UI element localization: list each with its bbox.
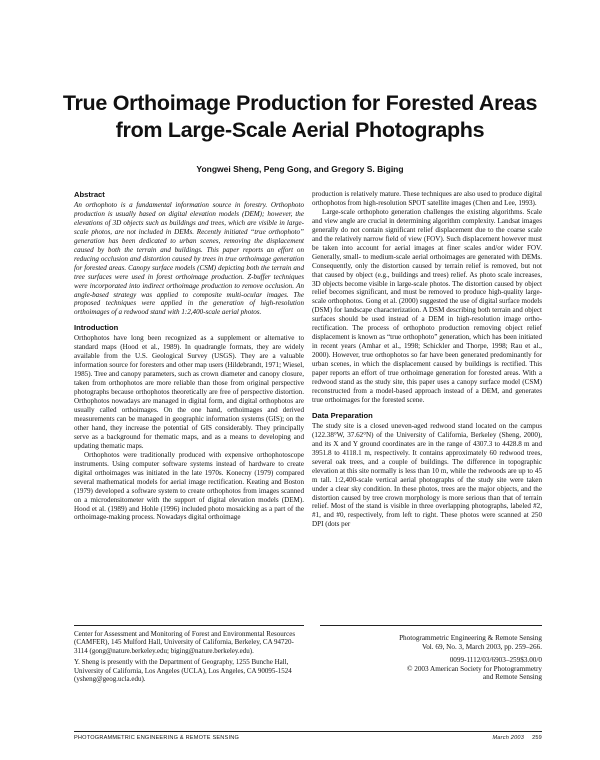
data-preparation-paragraph: The study site is a closed uneven-aged redwood stand located on the campus (122.38°W, 37.62°N) of the University of California, Berkeley (Sheng, 2000), and its X and Y ground coordinates are in the range of 4307.3 to 4428.8 m and 3951.8 to 4118.1 m, respectively. It contains approximately 60 redwood trees, several oak trees, and a couple of buildings. The difference in topographic elevation at this site normally is less than 10 m, while the redwoods are up to 45 m tall. 1:2,400-scale vertical aerial photographs of the study site were taken under a clear sky condition. In these photos, trees are the major objects, and the distortion caused by tree crown morphology is more serious than that of terrain relief. Most of the stand is visible in three overlapping photographs, labeled #2, #1, and #0, respectively, from left to right. These photos were scanned at 250 DPI (dots per	[312, 421, 542, 529]
journal-rule	[320, 625, 542, 626]
journal-copyright-2: and Remote Sensing	[482, 673, 542, 682]
right-paragraph-1: production is relatively mature. These techniques are also used to produce digital orthophotos from high-resolution SPOT satellite images (Chen and Lee, 1993).	[312, 190, 542, 207]
data-preparation-heading: Data Preparation	[312, 410, 373, 420]
title-line-1: True Orthoimage Production for Forested Areas	[62, 91, 538, 115]
journal-name: Photogrammetric Engineering & Remote Sensing	[399, 634, 542, 642]
footer-rule	[74, 731, 542, 732]
journal-code: 0099-1112/03/6903–259$3.00/0	[449, 656, 542, 665]
journal-copyright: © 2003 American Society for Photogrammetry	[406, 664, 542, 673]
footnote-rule	[74, 625, 304, 626]
abstract-text: An orthophoto is a fundamental information source in forestry. Orthophoto production is usually based on digital elevation models (DEM); however, the elevations of 3D objects such as buildings and trees, which are visible in large-scale photos, are not included in DEMs. Recently initiated “true orthophoto” generation has been dedicated to urban scenes, removing the displacement caused by both the terrain and buildings. This paper reports an effort on reducing occlusion and distortion caused by trees in true orthoimage generation for forested areas. Canopy surface models (CSM) depicting both the terrain and tree surfaces were used in forest orthoimage production. Z-buffer techniques were incorporated into indirect orthoimage production to remove occlusion. An angle-based strategy was applied to composite multi-ocular images. The proposed techniques were applied in the generation of high-resolution orthoimages of a redwood stand with 1:2,400-scale aerial photos.	[74, 201, 304, 317]
title-line-2: from Large-Scale Aerial Photographs	[115, 118, 485, 142]
introduction-paragraph-1: Orthophotos have long been recognized as a supplement or alternative to standard maps (Hood et al., 1989). In quadrangle formats, they are widely available from the U.S. Geological Survey (USGS). They are a valuable information source for foresters and other map users (Hildebrandt, 1971; Wiesel, 1985). Tree and canopy parameters, such as crown diameter and canopy closure, taken from orthophotos are more reliable than those from original perspective photographs because orthophotos theoretically are free of perspective distortion. Orthophotos nowadays are managed in digital form, and digital orthophotos are usually called orthoimages. On the one hand, orthoimages and derived measurements can be managed in geographic information systems (GIS); on the other hand, they increase the potential of GIS considerably. They principally serve as a background for thematic maps, and as a means to developing and updating thematic maps.	[74, 334, 304, 450]
author-note-footnote: Y. Sheng is presently with the Department of Geography, 1255 Bunche Hall, University of California, Los Angeles (UCLA), Los Angeles, CA 90095-1524 (ysheng@geog.ucla.edu).	[74, 658, 292, 684]
author-list: Yongwei Sheng, Peng Gong, and Gregory S. Biging	[196, 164, 404, 174]
affiliation-footnote: Center for Assessment and Monitoring of Forest and Environmental Resources (CAMFER), 145 Mulford Hall, University of California, Berkeley, CA 94720-3114 (gong@nature.berkeley.edu; biging@nature.berkeley.edu).	[74, 630, 296, 655]
footer-date: March 2003	[492, 735, 525, 741]
right-paragraph-2: Large-scale orthophoto generation challenges the existing algorithms. Scale and view angle are crucial in determining algorithm complexity. Landsat images generally do not contain significant relief displacement due to the coarse scale and the relatively narrow field of view (FOV). Such displacement however must be taken into account for aerial images at finer scales and/or wider FOV. Generally, small- to medium-scale aerial orthoimages are generated with DEMs. Consequently, only the distortion caused by terrain relief is removed, but not that caused by object (e.g., buildings and trees) relief. As photo scale increases, 3D objects become visible in large-scale photos. The distortion caused by object relief becomes significant, and must be removed to produce high-quality large-scale orthophotos. Gong et al. (2000) suggested the use of digital surface models (DSM) for landscape characterization. A DSM describing both terrain and object surfaces should be used instead of a DEM in high-resolution image ortho-rectification. The process of orthophoto production removing object relief displacement is known as “true orthophoto” generation, which has been initiated in recent years (Amhar et al., 1998; Schickler and Thorpe, 1998; Rau et al., 2000). However, true orthophotos so far have been generated predominantly for urban scenes, in which the displacement caused by buildings is rectified. This paper reports an effort of true orthoimage generation for forested areas. With a redwood stand as the study site, this paper uses a canopy surface model (CSM) reconstructed from a model-based approach instead of a DEM, and generates true orthoimages for the forested scene.	[312, 207, 542, 404]
left-column	[74, 190, 304, 522]
journal-volume: Vol. 69, No. 3, March 2003, pp. 259–266.	[421, 642, 542, 651]
paper-title	[40, 90, 560, 144]
introduction-heading: Introduction	[74, 323, 119, 333]
right-column	[312, 190, 542, 529]
introduction-paragraph-2: Orthophotos were traditionally produced with expensive orthophotoscope instruments. Using computer software systems instead of hardware to create digital orthoimages was initiated in the late 1970s. Konecny (1979) compared several mathematical models for aerial image rectification. Keating and Boston (1979) developed a software system to create orthophotos from images scanned on a microdensitometer with the support of digital elevation models (DEM). Hood et al. (1989) and Hohle (1996) included photo mosaicking as a part of the orthoimage-making process. Nowadays digital orthoimage	[74, 450, 304, 522]
abstract-heading: Abstract	[74, 190, 105, 199]
footnotes	[74, 630, 306, 686]
journal-info	[320, 634, 542, 682]
footer-journal-name: PHOTOGRAMMETRIC ENGINEERING & REMOTE SENSING	[74, 735, 240, 741]
page-number: 259	[532, 735, 542, 741]
